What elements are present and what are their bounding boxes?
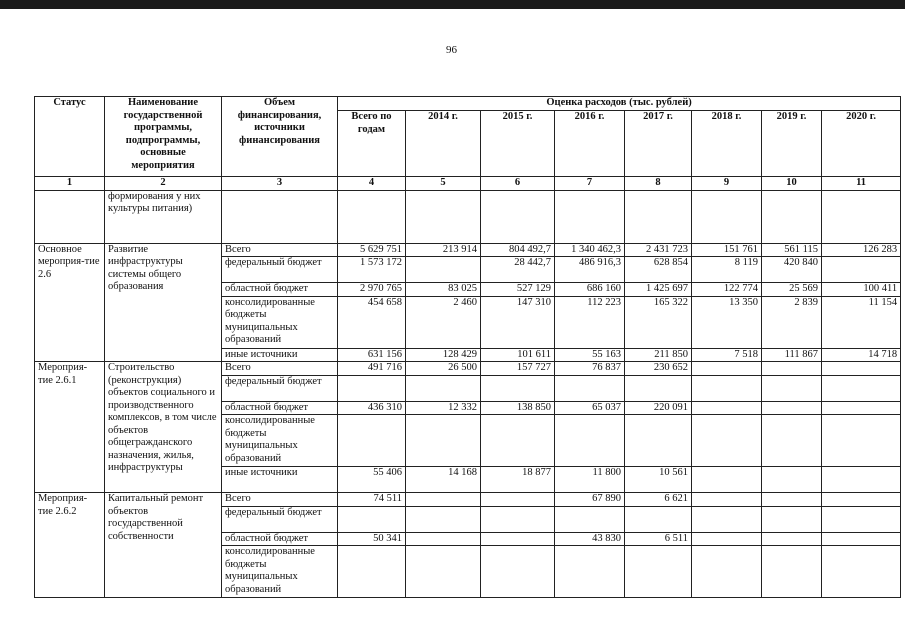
header-total: Всего по годам [338, 111, 406, 177]
total-value: 50 341 [338, 532, 406, 546]
year-value [692, 375, 762, 401]
year-value [762, 362, 822, 376]
year-value: 220 091 [625, 401, 692, 415]
header-year: 2018 г. [692, 111, 762, 177]
funding-source: областной бюджет [222, 283, 338, 297]
year-value: 12 332 [406, 401, 481, 415]
funding-source: Всего [222, 493, 338, 507]
funding-source: иные источники [222, 348, 338, 362]
year-value [692, 506, 762, 532]
continuation-row [35, 190, 901, 243]
year-value: 126 283 [822, 243, 901, 257]
year-value [762, 532, 822, 546]
year-value [555, 375, 625, 401]
col-number: 2 [105, 177, 222, 191]
total-value: 631 156 [338, 348, 406, 362]
funding-source: Всего [222, 243, 338, 257]
year-value: 100 411 [822, 283, 901, 297]
col-number: 3 [222, 177, 338, 191]
col-number: 7 [555, 177, 625, 191]
funding-source: консолидированные бюджеты муниципальных образований [222, 296, 338, 348]
table-row [35, 493, 901, 507]
year-value: 122 774 [692, 283, 762, 297]
header-estimate: Оценка расходов (тыс. рублей) [338, 97, 901, 111]
funding-source: федеральный бюджет [222, 375, 338, 401]
year-value: 165 322 [625, 296, 692, 348]
year-value: 55 163 [555, 348, 625, 362]
year-value [762, 415, 822, 467]
year-value [692, 467, 762, 493]
table-row [35, 362, 901, 376]
year-value [822, 257, 901, 283]
year-value: 1 340 462,3 [555, 243, 625, 257]
column-number-row [35, 177, 901, 191]
year-value: 111 867 [762, 348, 822, 362]
row-program-name: Строительство (реконструкция) объектов социального и производственного комплексов, в том числе объектов общегражданского назначения, жилья, инфраструктуры [105, 362, 222, 493]
year-value [406, 532, 481, 546]
year-value [625, 375, 692, 401]
expenditure-table [34, 96, 901, 598]
total-value [338, 375, 406, 401]
year-value: 157 727 [481, 362, 555, 376]
total-value: 1 573 172 [338, 257, 406, 283]
year-value [822, 415, 901, 467]
col-number: 9 [692, 177, 762, 191]
row-program-name: Развитие инфраструктуры системы общего образования [105, 243, 222, 362]
year-value [406, 493, 481, 507]
year-value: 14 168 [406, 467, 481, 493]
year-value: 486 916,3 [555, 257, 625, 283]
col-number: 4 [338, 177, 406, 191]
year-value [692, 493, 762, 507]
year-value: 26 500 [406, 362, 481, 376]
funding-source: Всего [222, 362, 338, 376]
year-value: 2 460 [406, 296, 481, 348]
year-value: 804 492,7 [481, 243, 555, 257]
total-value: 454 658 [338, 296, 406, 348]
row-status: Мероприя-тие 2.6.2 [35, 493, 105, 598]
page-number: 96 [446, 44, 457, 56]
header-year: 2015 г. [481, 111, 555, 177]
year-value [481, 375, 555, 401]
year-value [692, 532, 762, 546]
year-value: 1 425 697 [625, 283, 692, 297]
total-value: 55 406 [338, 467, 406, 493]
year-value: 25 569 [762, 283, 822, 297]
year-value [762, 375, 822, 401]
year-value [762, 467, 822, 493]
col-number: 11 [822, 177, 901, 191]
year-value [555, 415, 625, 467]
total-value [338, 546, 406, 598]
col-number: 1 [35, 177, 105, 191]
year-value [406, 506, 481, 532]
year-value [625, 415, 692, 467]
header-year: 2019 г. [762, 111, 822, 177]
year-value: 10 561 [625, 467, 692, 493]
year-value: 151 761 [692, 243, 762, 257]
year-value: 28 442,7 [481, 257, 555, 283]
header-name: Наименование государственной программы, подпрограммы, основные мероприятия [105, 97, 222, 177]
year-value: 43 830 [555, 532, 625, 546]
year-value [406, 546, 481, 598]
year-value: 8 119 [692, 257, 762, 283]
year-value: 6 511 [625, 532, 692, 546]
year-value: 67 890 [555, 493, 625, 507]
year-value: 76 837 [555, 362, 625, 376]
funding-source: федеральный бюджет [222, 257, 338, 283]
year-value [625, 506, 692, 532]
header-year: 2016 г. [555, 111, 625, 177]
year-value: 112 223 [555, 296, 625, 348]
year-value: 213 914 [406, 243, 481, 257]
total-value [338, 415, 406, 467]
header-year: 2020 г. [822, 111, 901, 177]
year-value: 128 429 [406, 348, 481, 362]
year-value: 83 025 [406, 283, 481, 297]
funding-source: федеральный бюджет [222, 506, 338, 532]
col-number: 6 [481, 177, 555, 191]
continuation-name: формирования у них культуры питания) [105, 190, 222, 243]
year-value [692, 401, 762, 415]
year-value: 2 431 723 [625, 243, 692, 257]
funding-source: иные источники [222, 467, 338, 493]
row-status: Основное мероприя-тие 2.6 [35, 243, 105, 362]
year-value [762, 546, 822, 598]
year-value: 561 115 [762, 243, 822, 257]
year-value [822, 467, 901, 493]
year-value: 6 621 [625, 493, 692, 507]
year-value [762, 506, 822, 532]
scan-top-border [0, 0, 905, 9]
year-value: 14 718 [822, 348, 901, 362]
year-value: 420 840 [762, 257, 822, 283]
year-value: 101 611 [481, 348, 555, 362]
year-value [822, 375, 901, 401]
year-value [555, 506, 625, 532]
year-value: 527 129 [481, 283, 555, 297]
total-value: 2 970 765 [338, 283, 406, 297]
total-value: 436 310 [338, 401, 406, 415]
header-status: Статус [35, 97, 105, 177]
header-volume: Объем финансирования, источники финансирования [222, 97, 338, 177]
funding-source: областной бюджет [222, 532, 338, 546]
header-year: 2014 г. [406, 111, 481, 177]
year-value: 18 877 [481, 467, 555, 493]
table-row [35, 243, 901, 257]
year-value [822, 506, 901, 532]
total-value: 74 511 [338, 493, 406, 507]
funding-source: консолидированные бюджеты муниципальных образований [222, 415, 338, 467]
year-value [822, 401, 901, 415]
year-value: 13 350 [692, 296, 762, 348]
year-value [822, 546, 901, 598]
year-value: 230 652 [625, 362, 692, 376]
year-value: 11 154 [822, 296, 901, 348]
year-value [822, 532, 901, 546]
funding-source: консолидированные бюджеты муниципальных образований [222, 546, 338, 598]
year-value [481, 493, 555, 507]
total-value: 5 629 751 [338, 243, 406, 257]
col-number: 8 [625, 177, 692, 191]
year-value: 65 037 [555, 401, 625, 415]
row-program-name: Капитальный ремонт объектов государственной собственности [105, 493, 222, 598]
year-value: 7 518 [692, 348, 762, 362]
year-value: 138 850 [481, 401, 555, 415]
year-value [555, 546, 625, 598]
year-value: 2 839 [762, 296, 822, 348]
year-value [625, 546, 692, 598]
year-value [481, 415, 555, 467]
year-value [481, 506, 555, 532]
col-number: 10 [762, 177, 822, 191]
year-value [481, 546, 555, 598]
year-value [406, 375, 481, 401]
total-value [338, 506, 406, 532]
year-value [692, 362, 762, 376]
year-value [692, 415, 762, 467]
header-year: 2017 г. [625, 111, 692, 177]
year-value [822, 362, 901, 376]
year-value [822, 493, 901, 507]
year-value: 686 160 [555, 283, 625, 297]
year-value [762, 401, 822, 415]
year-value [692, 546, 762, 598]
year-value [481, 532, 555, 546]
year-value [762, 493, 822, 507]
col-number: 5 [406, 177, 481, 191]
year-value: 147 310 [481, 296, 555, 348]
year-value [406, 257, 481, 283]
year-value: 11 800 [555, 467, 625, 493]
year-value: 211 850 [625, 348, 692, 362]
funding-source: областной бюджет [222, 401, 338, 415]
year-value: 628 854 [625, 257, 692, 283]
year-value [406, 415, 481, 467]
total-value: 491 716 [338, 362, 406, 376]
row-status: Мероприя-тие 2.6.1 [35, 362, 105, 493]
